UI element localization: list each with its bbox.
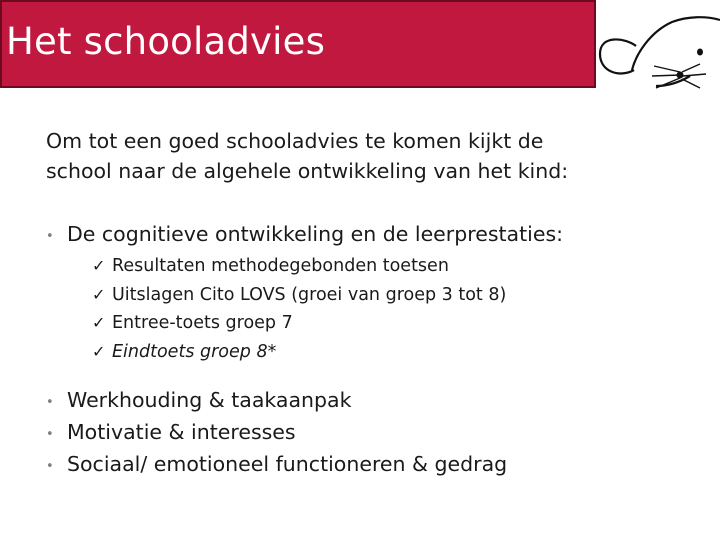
check-icon: ✓	[92, 284, 106, 304]
sub-item-text: Uitslagen Cito LOVS (groei van groep 3 tot 8)	[112, 284, 507, 305]
sub-item	[92, 338, 506, 367]
bullet-dot: •	[46, 229, 54, 244]
sub-item	[92, 309, 506, 338]
bullet-text: Sociaal/ emotioneel functioneren & gedrag	[67, 452, 508, 476]
bullet-text: De cognitieve ontwikkeling en de leerprestaties:	[67, 222, 564, 246]
mouse-icon	[596, 8, 720, 98]
check-icon: ✓	[92, 341, 106, 361]
sub-item	[92, 252, 506, 281]
bullet-text: Motivatie & interesses	[67, 420, 296, 444]
intro-line: Om tot een goed schooladvies te komen kijkt de	[46, 129, 544, 153]
bullet-text: Werkhouding & taakaanpak	[67, 388, 352, 412]
intro-line: school naar de algehele ontwikkeling van het kind:	[46, 159, 569, 183]
sub-item-text: Eindtoets groep 8*	[112, 341, 277, 362]
bullet-dot: •	[46, 427, 54, 442]
sub-item	[92, 281, 506, 310]
sub-item-text: Entree-toets groep 7	[112, 313, 293, 333]
title-bar	[0, 0, 596, 88]
intro-text	[46, 126, 696, 186]
sub-item-text: Resultaten methodegebonden toetsen	[112, 256, 449, 276]
slide-title: Het schooladvies	[6, 20, 326, 63]
check-icon: ✓	[92, 256, 106, 275]
bullet-dot: •	[46, 395, 54, 410]
check-icon: ✓	[92, 313, 106, 332]
bullet-dot: •	[46, 459, 54, 474]
sub-list	[92, 252, 506, 366]
